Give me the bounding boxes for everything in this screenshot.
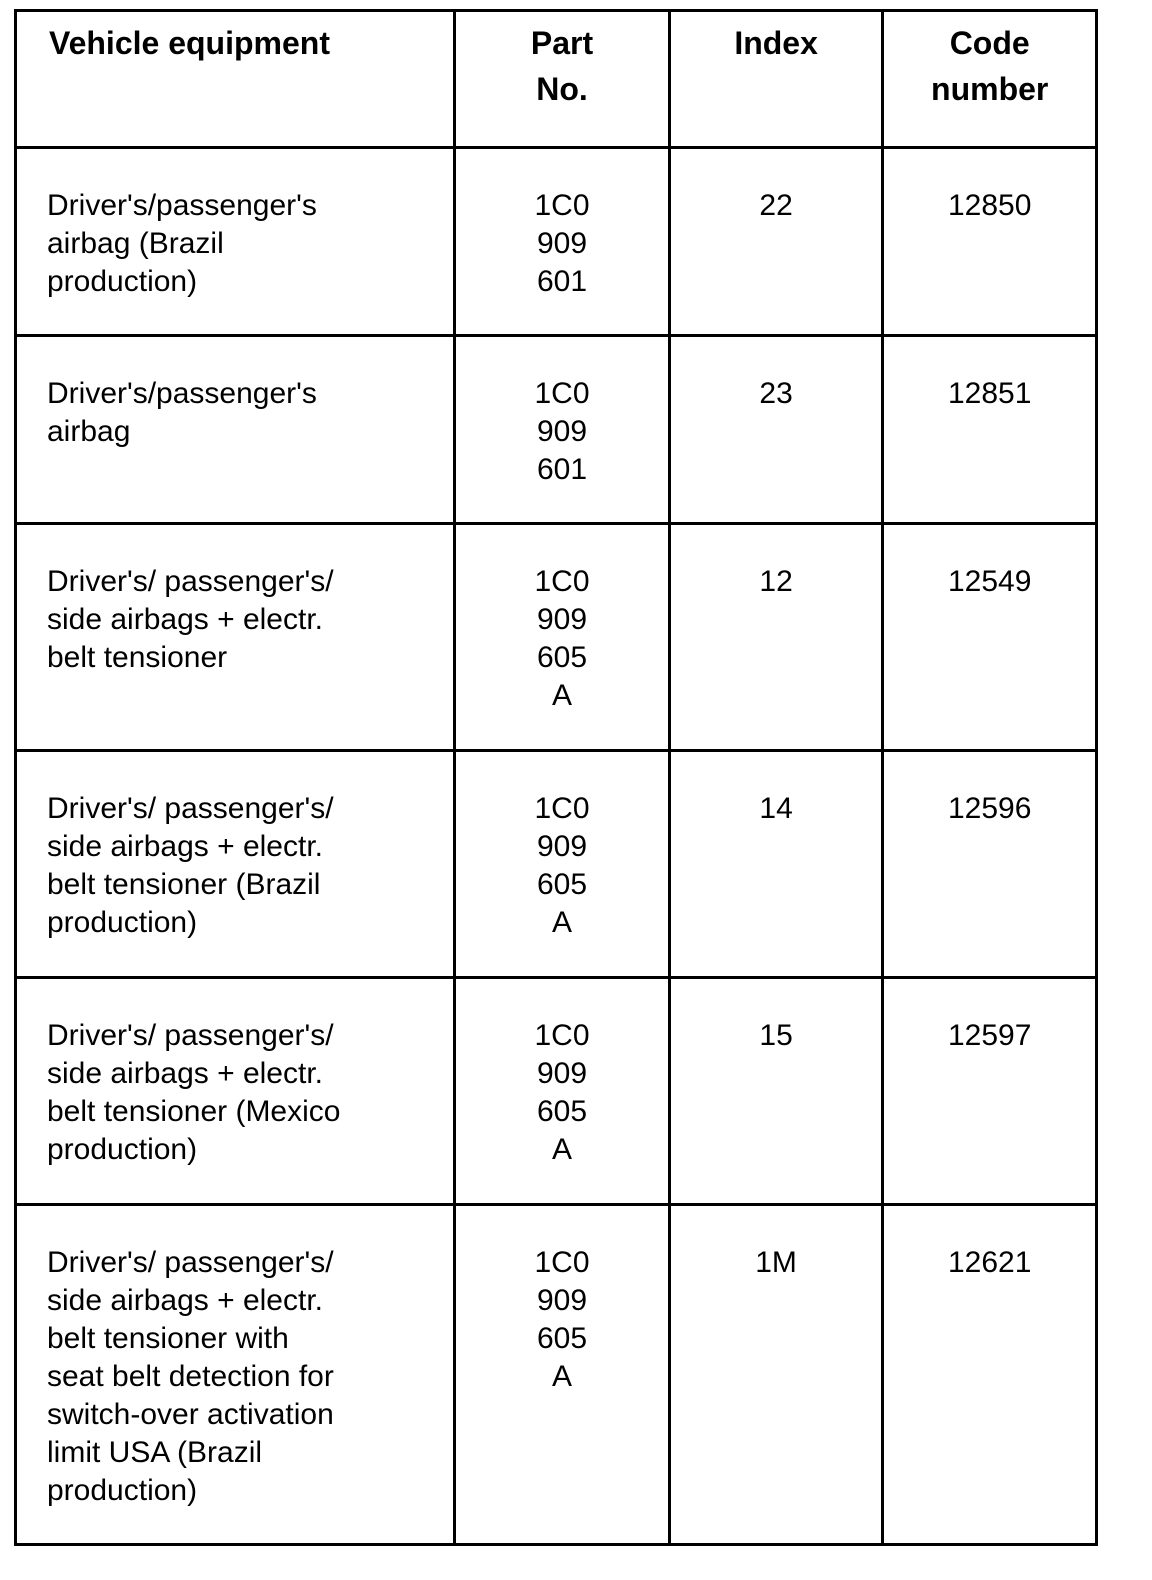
part-no-cell-line: A [552,1133,573,1166]
header-part-no: Part No. [455,11,670,148]
table-row [16,978,1097,1205]
vehicle-equipment-cell-line: Driver's/passenger's [47,377,317,410]
part-no-cell-line: 909 [536,603,588,636]
part-no-cell-line: 1C0 [534,1246,590,1279]
vehicle-equipment-cell-line: belt tensioner (Brazil [47,868,321,901]
part-no-cell-line: 601 [536,453,588,486]
part-no-cell [455,1205,670,1545]
index-cell [669,336,883,524]
table-row [16,524,1097,751]
index-cell [669,978,883,1205]
part-no-cell-line: 1C0 [534,189,590,222]
index-cell-value: 1M [755,1246,797,1279]
table-row [16,148,1097,336]
vehicle-equipment-cell-line: side airbags + electr. [47,830,323,863]
index-cell-value: 23 [759,377,793,410]
part-no-cell-line: A [552,1360,573,1393]
vehicle-equipment-cell-line: belt tensioner [47,641,228,674]
vehicle-equipment-cell [16,336,455,524]
vehicle-equipment-cell-line: side airbags + electr. [47,603,323,636]
vehicle-equipment-cell-line: seat belt detection for [47,1360,334,1393]
header-code-number: Code number [883,11,1097,148]
index-cell [669,148,883,336]
vehicle-equipment-cell-line: Driver's/ passenger's/ [47,792,334,825]
index-cell-value: 22 [759,189,793,222]
code-number-cell [883,751,1097,978]
table-body [16,148,1097,1545]
part-no-cell [455,336,670,524]
header-vehicle-equipment: Vehicle equipment [16,11,455,148]
header-row [16,11,1097,148]
part-no-cell-line: 1C0 [534,377,590,410]
vehicle-equipment-cell-line: side airbags + electr. [47,1284,323,1317]
part-no-cell-line: A [552,906,573,939]
vehicle-equipment-cell-line: Driver's/ passenger's/ [47,1019,334,1052]
vehicle-equipment-cell-line: limit USA (Brazil [47,1436,263,1469]
part-no-cell-line: 605 [536,1322,588,1355]
table-row [16,1205,1097,1545]
vehicle-equipment-cell-line: side airbags + electr. [47,1057,323,1090]
code-number-cell [883,978,1097,1205]
code-number-cell-value: 12596 [947,792,1032,825]
part-no-cell [455,148,670,336]
vehicle-equipment-cell [16,751,455,978]
code-number-cell [883,336,1097,524]
code-number-cell [883,148,1097,336]
part-no-cell [455,751,670,978]
vehicle-equipment-cell-line: Driver's/ passenger's/ [47,565,334,598]
index-cell [669,1205,883,1545]
vehicle-equipment-cell-line: belt tensioner with [47,1322,289,1355]
part-no-cell-line: 605 [536,868,588,901]
header-index: Index [669,11,883,148]
part-no-cell-line: 909 [536,1284,588,1317]
vehicle-equipment-cell-line: airbag (Brazil [47,227,224,260]
code-number-cell-value: 12549 [947,565,1032,598]
vehicle-equipment-cell-line: Driver's/passenger's [47,189,317,222]
part-no-cell [455,978,670,1205]
index-cell-value: 12 [759,565,793,598]
part-no-cell-line: 605 [536,641,588,674]
code-number-cell-value: 12621 [947,1246,1032,1279]
part-no-cell-line: 909 [536,830,588,863]
code-number-cell-value: 12851 [947,377,1032,410]
code-number-cell [883,1205,1097,1545]
vehicle-equipment-cell-line: production) [47,1133,198,1166]
vehicle-equipment-cell [16,978,455,1205]
index-cell [669,751,883,978]
vehicle-equipment-cell-line: belt tensioner (Mexico [47,1095,341,1128]
table-row [16,336,1097,524]
part-no-cell-line: 909 [536,415,588,448]
part-no-cell-line: 909 [536,1057,588,1090]
part-no-cell-line: A [552,679,573,712]
part-no-cell-line: 909 [536,227,588,260]
vehicle-equipment-cell [16,148,455,336]
index-cell [669,524,883,751]
index-cell-value: 14 [759,792,793,825]
code-number-cell-value: 12597 [947,1019,1032,1052]
part-no-cell-line: 1C0 [534,1019,590,1052]
vehicle-equipment-cell-line: production) [47,1474,198,1507]
part-no-cell-line: 1C0 [534,792,590,825]
vehicle-equipment-cell-line: production) [47,265,198,298]
vehicle-equipment-cell-line: airbag [47,415,131,448]
part-no-cell-line: 1C0 [534,565,590,598]
vehicle-equipment-cell [16,1205,455,1545]
part-no-cell-line: 605 [536,1095,588,1128]
vehicle-equipment-cell-line: production) [47,906,198,939]
part-no-cell-line: 601 [536,265,588,298]
code-number-cell [883,524,1097,751]
part-no-cell [455,524,670,751]
vehicle-equipment-cell [16,524,455,751]
vehicle-equipment-cell-line: switch-over activation [47,1398,334,1431]
parts-table [14,9,1098,1546]
vehicle-equipment-cell-line: Driver's/ passenger's/ [47,1246,334,1279]
code-number-cell-value: 12850 [947,189,1032,222]
index-cell-value: 15 [759,1019,793,1052]
table-row [16,751,1097,978]
